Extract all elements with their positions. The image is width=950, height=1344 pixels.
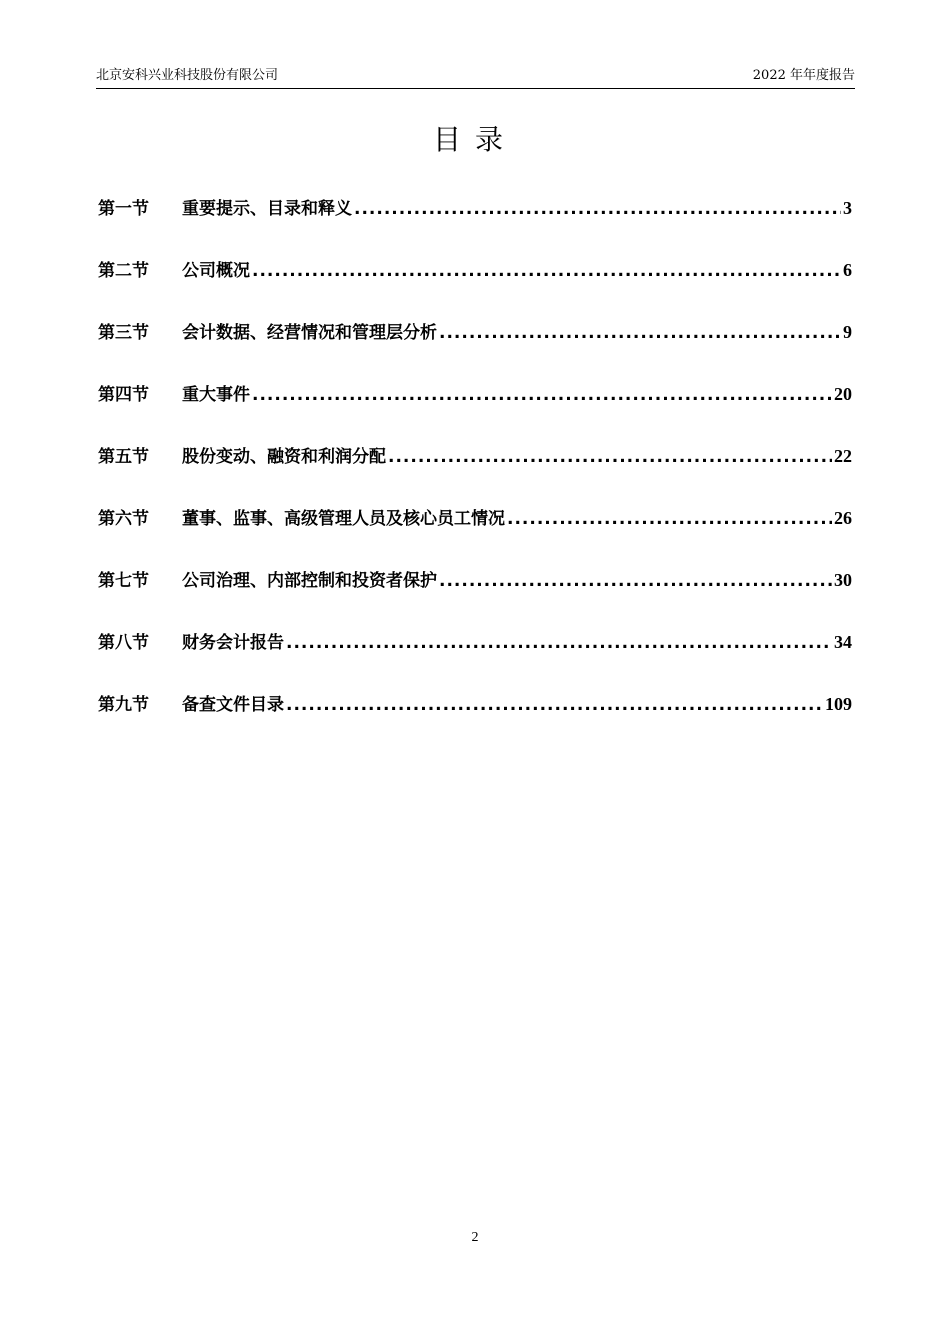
toc-entry-8[interactable] [98, 627, 852, 689]
toc-section-title: 重要提示、目录和释义 [182, 199, 352, 219]
toc-entry-4[interactable] [98, 379, 852, 441]
toc-dot-leader [439, 566, 832, 596]
toc-page-number: 9 [843, 322, 852, 342]
toc-section-title: 会计数据、经营情况和管理层分析 [182, 323, 437, 343]
toc-section-title: 股份变动、融资和利润分配 [182, 447, 386, 467]
toc-section-label: 第九节 [98, 695, 149, 715]
toc-section-label: 第三节 [98, 323, 149, 343]
toc-entry-5[interactable] [98, 441, 852, 503]
toc-entry-9[interactable] [98, 689, 852, 751]
toc-page-number: 109 [825, 694, 852, 714]
toc-page-number: 20 [834, 384, 852, 404]
toc-section-title: 重大事件 [182, 385, 250, 405]
toc-section-label: 第七节 [98, 571, 149, 591]
toc-section-label: 第八节 [98, 633, 149, 653]
toc-section-label: 第四节 [98, 385, 149, 405]
toc-page-number: 22 [834, 446, 852, 466]
toc-entry-6[interactable] [98, 503, 852, 565]
toc-page-number: 34 [834, 632, 852, 652]
toc-section-title: 备查文件目录 [182, 695, 284, 715]
toc-page-number: 30 [834, 570, 852, 590]
toc-dot-leader [439, 318, 841, 348]
toc-section-title: 公司治理、内部控制和投资者保护 [182, 571, 437, 591]
page-header [96, 66, 855, 89]
toc-entry-7[interactable] [98, 565, 852, 627]
toc-section-label: 第二节 [98, 261, 149, 281]
toc-section-label: 第一节 [98, 199, 149, 219]
toc-page-number: 26 [834, 508, 852, 528]
toc-dot-leader [354, 194, 841, 224]
table-of-contents [98, 193, 852, 751]
toc-section-title: 董事、监事、高级管理人员及核心员工情况 [182, 509, 505, 529]
toc-entry-3[interactable] [98, 317, 852, 379]
toc-dot-leader [286, 628, 832, 658]
toc-title: 目录 [432, 123, 517, 156]
toc-section-title: 财务会计报告 [182, 633, 284, 653]
toc-dot-leader [388, 442, 832, 472]
toc-section-label: 第六节 [98, 509, 149, 529]
toc-section-label: 第五节 [98, 447, 149, 467]
report-name: 2022 年年度报告 [752, 68, 855, 83]
toc-entry-2[interactable] [98, 255, 852, 317]
toc-dot-leader [286, 690, 823, 720]
toc-dot-leader [252, 380, 832, 410]
toc-page-number: 6 [843, 260, 852, 280]
company-name: 北京安科兴业科技股份有限公司 [96, 68, 279, 83]
toc-page-number: 3 [843, 198, 852, 218]
toc-section-title: 公司概况 [182, 261, 250, 281]
toc-entry-1[interactable] [98, 193, 852, 255]
toc-dot-leader [252, 256, 841, 286]
toc-dot-leader [507, 504, 832, 534]
page-number: 2 [471, 1230, 479, 1245]
